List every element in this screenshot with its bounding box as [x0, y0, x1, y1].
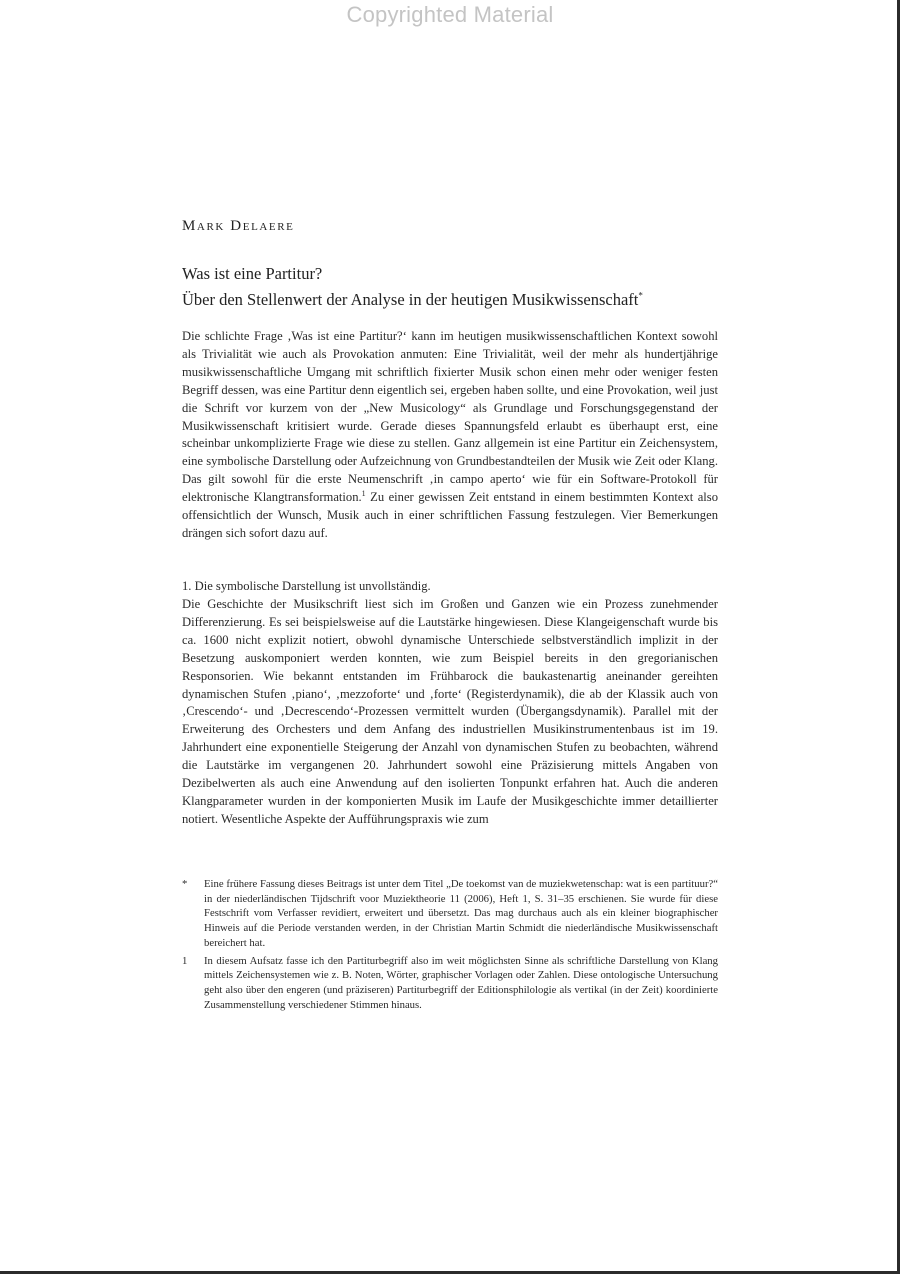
footnote-text: In diesem Aufsatz fasse ich den Partiturbegriff also im weit möglichsten Sinne als schriftliche Darstellung von Klang mittels Zeichensystemen wie z. B. Noten, Wörter, graphischer Vorlagen oder Zahlen. Diese ontologische Untersuchung geht also über den engeren (und präziseren) Partiturbegriff der Editionsphilologie als vertikal (in der Zeit) koordinierte Zusammenstellung verschiedener Stimmen hinaus.	[204, 954, 718, 1011]
intro-text-a: Die schlichte Frage ‚Was ist eine Partitur?‘ kann im heutigen musikwissenschaftlichen Kontext sowohl als Trivialität wie auch als Provokation anmuten: Eine Trivialität, weil der mehr als hundertjährige musikwissenschaftliche Umgang mit schriftlich fixierter Musik schon einen mehr oder weniger festen Begriff dessen, was eine Partitur denn eigentlich sei, ergeben haben sollte, und eine Provokation, weil just die Schrift vor kurzem von der „New Musicology“ als Grundlage und Forschungsgegenstand der Musikwissenschaft kritisiert wurde. Gerade dieses Spannungsfeld erlaubt es überhaupt erst, eine scheinbar unkomplizierte Frage wie diese zu stellen. Ganz allgemein ist eine Partitur ein Zeichensystem, eine symbolische Darstellung oder Aufzeichnung von Grundbestandteilen der Musik wie Zeit oder Klang. Das gilt sowohl für die erste Neumenschrift ‚in campo aperto‘ wie für ein Software-Protokoll für elektronische Klangtransformation.	[182, 329, 718, 505]
intro-paragraph	[182, 328, 718, 543]
footnote-ref-1: 1	[361, 488, 366, 498]
title-line-2	[182, 287, 742, 313]
section-heading: 1. Die symbolische Darstellung ist unvollständig.	[182, 579, 431, 593]
footnote-mark: *	[182, 878, 188, 890]
title-footnote-marker: *	[638, 290, 643, 301]
section-paragraph: Die Geschichte der Musikschrift liest sich im Großen und Ganzen wie ein Prozess zunehmender Differenzierung. Es sei beispielsweise auf die Lautstärke hingewiesen. Diese Klangeigenschaft wurde bis ca. 1600 nicht explizit notiert, obwohl dynamische Unterschiede selbstverständlich implizit in der Besetzung auskomponiert werden konnten, wie zum Beispiel bereits in den gregorianischen Responsorien. Wie bekannt entstanden im Frühbarock die baukastenartig aneinander gereihten dynamischen Stufen ‚piano‘, ‚mezzoforte‘ und ‚forte‘ (Registerdynamik), die ab der Klassik auch von ‚Crescendo‘- und ‚Decrescendo‘-Prozessen vermittelt wurden (Übergangsdynamik). Parallel mit der Erweiterung des Orchesters und dem Anfang des industriellen Musikinstrumentenbaus ist im 19. Jahrhundert eine exponentielle Steigerung der Anzahl von dynamischen Stufen zu beobachten, während die Lautstärke im vergangenen 20. Jahrhundert sowohl eine Präzisierung mittels Angaben von Dezibelwerten als auch eine Anwendung auf den isolierten Tonpunkt erfahren hat. Auch die anderen Klangparameter wurden in der komponierten Musik im Laufe der Musikgeschichte immer detaillierter notiert. Wesentliche Aspekte der Aufführungspraxis wie zum	[182, 597, 718, 826]
footnotes	[182, 877, 718, 1015]
intro-text-b: Zu einer gewissen Zeit entstand in einem bestimmten Kontext also offensichtlich der Wunsch, Musik auch in einer schriftlichen Fassung festzulegen. Vier Bemerkungen drängen sich sofort dazu auf.	[182, 490, 718, 540]
footnote-mark: 1	[182, 954, 188, 967]
article-title	[182, 261, 742, 313]
copyright-watermark: Copyrighted Material	[346, 2, 554, 27]
footnote-item	[182, 877, 718, 951]
title-line-2-text: Über den Stellenwert der Analyse in der heutigen Musikwissenschaft	[182, 290, 639, 309]
author-name	[182, 218, 295, 235]
footnote-text: Eine frühere Fassung dieses Beitrags ist unter dem Titel „De toekomst van de muziekwetenschap: wat is een partituur?“ in der niederländischen Tijdschrift voor Muziektheorie 11 (2006), Heft 1, S. 31–35 erschienen. Sie wurde für diese Festschrift vom Verfasser revidiert, erweitert und übersetzt. Das mag durchaus auch als ein kleiner biographischer Hinweis auf die Periode verstanden werden, in der Christian Martin Schmidt die niederländische Musikwissenschaft bereichert hat.	[204, 878, 718, 949]
footnote-item	[182, 954, 718, 1013]
title-line-1: Was ist eine Partitur?	[182, 264, 323, 283]
author-text: Mark Delaere	[182, 218, 295, 234]
